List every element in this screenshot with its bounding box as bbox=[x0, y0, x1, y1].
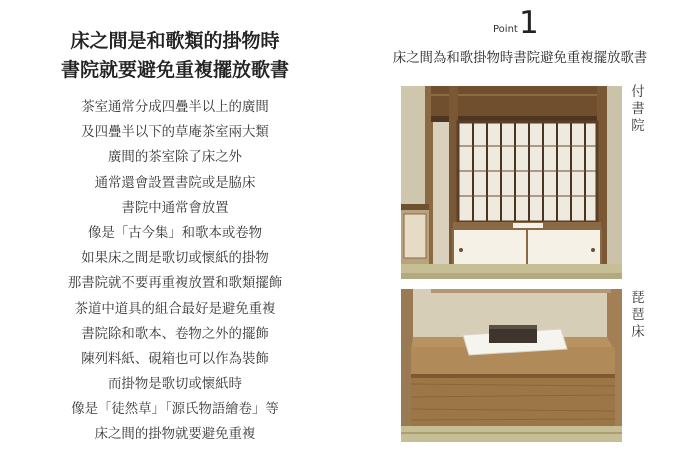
body-line: 及四疊半以下的草庵茶室兩大類 bbox=[81, 125, 269, 141]
shoin-photo bbox=[401, 86, 622, 279]
label-char: 院 bbox=[631, 119, 645, 134]
label-char: 床 bbox=[631, 325, 645, 340]
label-char: 付 bbox=[631, 85, 645, 100]
body-line: 茶室通常分成四疊半以上的廣間 bbox=[81, 100, 269, 115]
body-line: 像是「徒然草」「源氏物語繪卷」等 bbox=[71, 402, 279, 418]
photo-label-biwadoko bbox=[629, 290, 647, 341]
label-char: 琵 bbox=[631, 291, 645, 306]
body-line: 而掛物是歌切或懷紙時 bbox=[108, 377, 242, 393]
biwadoko-photo bbox=[401, 289, 622, 442]
title-line-1: 床之間是和歌類的掛物時 bbox=[70, 30, 280, 52]
body-line: 床之間的掛物就要避免重複 bbox=[94, 427, 256, 443]
body-line: 通常還會設置書院或是脇床 bbox=[94, 175, 256, 191]
body-line: 陳列料紙、硯箱也可以作為裝飾 bbox=[81, 351, 269, 367]
label-char: 書 bbox=[631, 102, 645, 117]
point-label: Point bbox=[493, 24, 518, 35]
point-caption: 床之間為和歌掛物時書院避免重複擺放歌書 bbox=[392, 51, 648, 66]
point-number: 1 bbox=[519, 5, 539, 41]
body-line: 那書院就不要再重複放置和歌類擺飾 bbox=[67, 276, 283, 292]
body-line: 茶道中道具的組合最好是避免重複 bbox=[74, 301, 276, 317]
body-line: 廣間的茶室除了床之外 bbox=[108, 150, 242, 166]
title-line-2: 書院就要避免重複擺放歌書 bbox=[60, 59, 289, 81]
label-char: 琶 bbox=[631, 308, 645, 323]
body-line: 如果床之間是歌切或懷紙的掛物 bbox=[81, 251, 269, 267]
photo-label-tsukeshoin bbox=[629, 84, 647, 135]
body-line: 像是「古今集」和歌本或卷物 bbox=[87, 225, 263, 241]
body-line: 書院除和歌本、卷物之外的擺飾 bbox=[81, 326, 269, 342]
body-line: 書院中通常會放置 bbox=[121, 200, 229, 216]
body-text bbox=[40, 95, 310, 448]
